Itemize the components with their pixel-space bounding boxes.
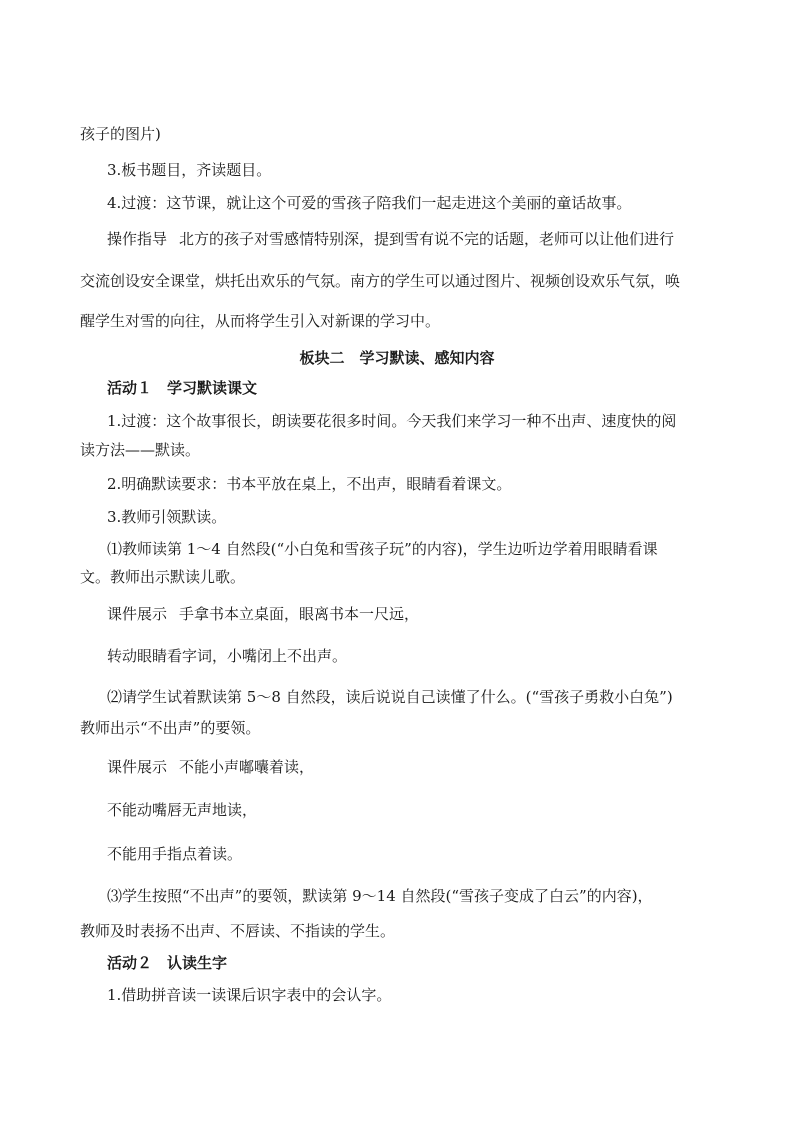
display-text: 不能小声嘟囔着读，: [179, 758, 315, 776]
paragraph-line: 2.明确默读要求：书本平放在桌上，不出声，眼睛看着课文。: [107, 475, 512, 493]
paragraph-line: 转动眼睛看字词，小嘴闭上不出声。: [107, 647, 348, 665]
paragraph-line: 不能动嘴唇无声地读，: [107, 801, 258, 819]
guide-text: 北方的孩子对雪感情特别深，提到雪有说不完的话题，老师可以让他们进行: [179, 230, 675, 248]
paragraph-line: 教师出示“不出声”的要领。: [80, 719, 261, 737]
display-label: 课件展示: [107, 758, 168, 776]
activity-title: 活动１ 学习默读课文: [107, 379, 258, 397]
paragraph-line: ⑶学生按照“不出声”的要领，默读第 9～14 自然段(“雪孩子变成了白云”的内容)，: [107, 887, 653, 905]
paragraph-line: 3.教师引领默读。: [107, 508, 227, 526]
display-text: 手拿书本立桌面，眼离书本一尺远，: [179, 605, 420, 623]
guide-label: 操作指导: [107, 230, 168, 248]
paragraph-line: 读方法——默读。: [80, 441, 201, 459]
courseware-display: [107, 757, 314, 777]
paragraph-line: 教师及时表扬不出声、不唇读、不指读的学生。: [80, 922, 396, 940]
section-title: 板块二 学习默读、感知内容: [299, 349, 495, 367]
paragraph-line: ⑴教师读第 1～4 自然段(“小白兔和雪孩子玩”的内容)，学生边听边学着用眼睛看课: [107, 540, 658, 558]
activity-title: 活动２ 认读生字: [107, 954, 228, 972]
paragraph-line: 孩子的图片): [80, 125, 161, 143]
courseware-display: [107, 604, 419, 624]
display-label: 课件展示: [107, 605, 168, 623]
paragraph-line: 3.板书题目，齐读题目。: [107, 161, 272, 179]
paragraph-line: 4.过渡：这节课，就让这个可爱的雪孩子陪我们一起走进这个美丽的童话故事。: [107, 194, 632, 212]
paragraph-line: 1.借助拼音读一读课后识字表中的会认字。: [107, 986, 392, 1004]
paragraph-line: 1.过渡：这个故事很长，朗读要花很多时间。今天我们来学习一种不出声、速度快的阅: [107, 412, 677, 430]
paragraph-line: 交流创设安全课堂，烘托出欢乐的气氛。南方的学生可以通过图片、视频创设欢乐气氛，唤: [80, 272, 681, 290]
paragraph-line: 醒学生对雪的向往，从而将学生引入对新课的学习中。: [80, 312, 441, 330]
paragraph-line: ⑵请学生试着默读第 5～8 自然段，读后说说自己读懂了什么。(“雪孩子勇救小白兔”): [107, 688, 673, 706]
paragraph-line: 文。教师出示默读儿歌。: [80, 568, 246, 586]
operation-guide: [107, 229, 674, 249]
paragraph-line: 不能用手指点着读。: [107, 845, 243, 863]
